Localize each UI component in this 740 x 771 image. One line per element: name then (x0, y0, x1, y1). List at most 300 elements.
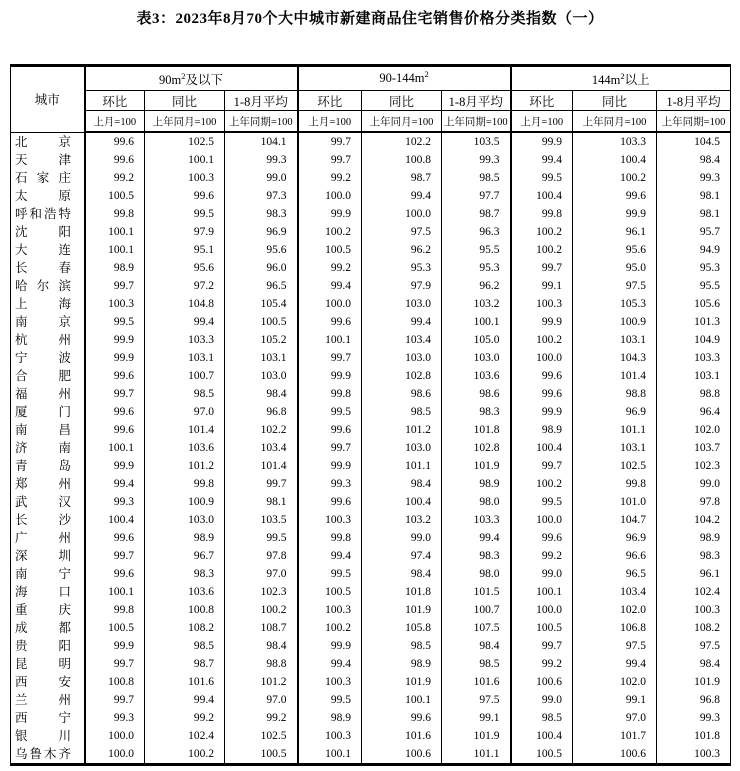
index-value: 100.3 (298, 727, 362, 745)
index-value: 99.6 (85, 403, 145, 421)
index-value: 101.2 (145, 457, 225, 475)
index-value: 98.8 (573, 385, 657, 403)
index-value: 103.6 (145, 583, 225, 601)
index-value: 100.3 (657, 745, 731, 765)
index-value: 100.6 (362, 745, 442, 765)
index-value: 101.9 (362, 673, 442, 691)
index-value: 97.0 (225, 565, 298, 583)
index-value: 99.5 (225, 529, 298, 547)
index-value: 99.0 (511, 691, 573, 709)
superscript: 2 (620, 70, 625, 81)
index-value: 102.3 (225, 583, 298, 601)
index-value: 103.5 (225, 511, 298, 529)
index-value: 103.4 (362, 331, 442, 349)
group-label: 以上 (624, 72, 650, 87)
index-value: 99.6 (145, 187, 225, 205)
city-name: 大连 (15, 243, 71, 257)
index-value: 100.1 (362, 691, 442, 709)
index-value: 100.6 (573, 745, 657, 765)
index-value: 100.2 (511, 241, 573, 259)
index-value: 98.7 (145, 655, 225, 673)
index-value: 98.3 (225, 205, 298, 223)
index-value: 100.9 (573, 313, 657, 331)
index-value: 95.0 (573, 259, 657, 277)
index-value: 98.3 (442, 547, 511, 565)
index-value: 98.4 (657, 151, 731, 169)
index-value: 99.9 (85, 331, 145, 349)
city-name: 南京 (15, 315, 71, 329)
city-name: 乌鲁木齐 (15, 747, 71, 761)
city-name: 杭州 (15, 333, 71, 347)
table-row (11, 223, 731, 241)
index-value: 98.4 (442, 637, 511, 655)
index-value: 97.8 (657, 493, 731, 511)
group-header-90-and-below (85, 66, 298, 91)
index-value: 96.5 (225, 277, 298, 295)
index-value: 98.6 (362, 385, 442, 403)
index-value: 104.8 (145, 295, 225, 313)
index-value: 99.7 (85, 655, 145, 673)
index-value: 105.4 (225, 295, 298, 313)
index-value: 101.6 (362, 727, 442, 745)
index-value: 103.0 (362, 295, 442, 313)
index-value: 103.1 (573, 439, 657, 457)
index-value: 101.1 (362, 457, 442, 475)
table-row (11, 727, 731, 745)
index-value: 99.5 (298, 691, 362, 709)
index-value: 100.1 (442, 313, 511, 331)
table-row (11, 565, 731, 583)
col-header-mom: 环比 (298, 91, 362, 111)
index-value: 100.4 (573, 151, 657, 169)
index-value: 99.4 (362, 313, 442, 331)
index-value: 99.9 (511, 403, 573, 421)
group-label: 及以下 (185, 72, 223, 87)
index-value: 98.1 (225, 493, 298, 511)
index-value: 96.2 (442, 277, 511, 295)
index-value: 101.5 (442, 583, 511, 601)
index-value: 104.5 (657, 132, 731, 151)
table-row (11, 619, 731, 637)
city-name: 福州 (15, 387, 71, 401)
index-value: 99.5 (511, 169, 573, 187)
group-label: 144m (591, 72, 621, 87)
index-value: 98.7 (362, 169, 442, 187)
index-value: 100.1 (511, 583, 573, 601)
index-value: 99.2 (298, 259, 362, 277)
index-value: 99.9 (85, 637, 145, 655)
index-value: 95.7 (657, 223, 731, 241)
index-value: 99.0 (225, 169, 298, 187)
index-value: 103.3 (573, 132, 657, 151)
index-value: 100.2 (573, 169, 657, 187)
index-value: 97.9 (362, 277, 442, 295)
index-value: 96.8 (225, 403, 298, 421)
index-value: 101.3 (657, 313, 731, 331)
index-value: 99.7 (298, 151, 362, 169)
index-value: 99.5 (511, 493, 573, 511)
index-value: 99.6 (298, 421, 362, 439)
index-value: 100.2 (511, 223, 573, 241)
index-value: 98.9 (85, 259, 145, 277)
base-header-same-period: 上年同期=100 (657, 111, 731, 133)
index-value: 101.4 (573, 367, 657, 385)
index-value: 99.7 (85, 691, 145, 709)
index-value: 99.9 (511, 313, 573, 331)
index-value: 99.9 (511, 132, 573, 151)
group-label: 90m (159, 72, 182, 87)
index-value: 99.3 (85, 709, 145, 727)
index-value: 100.3 (511, 295, 573, 313)
index-value: 100.5 (85, 187, 145, 205)
index-value: 100.5 (298, 241, 362, 259)
header-row-groups (11, 66, 731, 91)
index-value: 95.1 (145, 241, 225, 259)
city-name: 上海 (15, 297, 71, 311)
index-value: 104.1 (225, 132, 298, 151)
header-row-base (11, 111, 731, 133)
index-value: 102.3 (657, 457, 731, 475)
base-header-same-month: 上年同月=100 (362, 111, 442, 133)
index-value: 99.0 (511, 565, 573, 583)
index-value: 103.0 (145, 511, 225, 529)
table-row (11, 295, 731, 313)
index-value: 105.2 (225, 331, 298, 349)
index-value: 103.1 (145, 349, 225, 367)
index-value: 102.8 (362, 367, 442, 385)
index-value: 99.8 (298, 385, 362, 403)
index-value: 98.5 (145, 385, 225, 403)
index-value: 100.9 (145, 493, 225, 511)
index-value: 100.1 (85, 439, 145, 457)
index-value: 99.7 (85, 547, 145, 565)
index-value: 102.5 (145, 132, 225, 151)
index-value: 104.2 (657, 511, 731, 529)
index-value: 99.3 (657, 709, 731, 727)
index-value: 95.6 (225, 241, 298, 259)
index-value: 104.7 (573, 511, 657, 529)
index-value: 99.7 (511, 457, 573, 475)
index-value: 103.0 (442, 349, 511, 367)
index-value: 101.6 (442, 673, 511, 691)
index-value: 98.3 (657, 547, 731, 565)
index-value: 105.8 (362, 619, 442, 637)
index-value: 100.7 (442, 601, 511, 619)
index-value: 98.1 (657, 187, 731, 205)
index-value: 100.0 (298, 187, 362, 205)
index-value: 100.1 (298, 745, 362, 765)
index-value: 103.1 (657, 367, 731, 385)
col-header-avg: 1-8月平均 (657, 91, 731, 111)
group-label: 90-144m (379, 71, 425, 85)
index-value: 99.7 (298, 439, 362, 457)
index-value: 98.6 (442, 385, 511, 403)
index-value: 98.0 (442, 565, 511, 583)
index-value: 99.7 (85, 385, 145, 403)
index-value: 100.2 (225, 601, 298, 619)
index-value: 99.3 (85, 493, 145, 511)
index-value: 104.9 (657, 331, 731, 349)
index-value: 97.9 (145, 223, 225, 241)
index-value: 101.4 (225, 457, 298, 475)
index-value: 100.6 (511, 673, 573, 691)
index-value: 99.9 (298, 367, 362, 385)
index-value: 100.1 (145, 151, 225, 169)
index-value: 99.7 (298, 349, 362, 367)
index-value: 95.6 (145, 259, 225, 277)
index-value: 103.6 (442, 367, 511, 385)
table-row (11, 367, 731, 385)
table-row (11, 132, 731, 151)
table-row (11, 349, 731, 367)
index-value: 99.4 (85, 475, 145, 493)
index-value: 99.4 (145, 313, 225, 331)
index-value: 100.3 (657, 601, 731, 619)
index-value: 94.9 (657, 241, 731, 259)
index-value: 105.6 (657, 295, 731, 313)
index-value: 99.4 (362, 187, 442, 205)
index-value: 97.0 (573, 709, 657, 727)
index-value: 95.3 (657, 259, 731, 277)
group-header-144-above (511, 66, 731, 91)
table-row (11, 385, 731, 403)
index-value: 99.9 (85, 457, 145, 475)
city-name: 南昌 (15, 423, 71, 437)
index-value: 103.4 (573, 583, 657, 601)
table-row (11, 151, 731, 169)
index-value: 100.0 (511, 601, 573, 619)
table-row (11, 439, 731, 457)
index-value: 96.0 (225, 259, 298, 277)
index-value: 99.6 (298, 313, 362, 331)
table-row (11, 601, 731, 619)
index-value: 99.2 (145, 709, 225, 727)
index-value: 97.7 (442, 187, 511, 205)
col-header-mom: 环比 (511, 91, 573, 111)
index-value: 102.2 (362, 132, 442, 151)
index-value: 99.4 (573, 655, 657, 673)
table-row (11, 421, 731, 439)
city-name: 贵阳 (15, 639, 71, 653)
city-name: 沈阳 (15, 225, 71, 239)
city-name: 合肥 (15, 369, 71, 383)
index-value: 99.2 (298, 169, 362, 187)
index-value: 99.0 (657, 475, 731, 493)
index-value: 105.3 (573, 295, 657, 313)
table-row (11, 511, 731, 529)
index-value: 99.8 (85, 205, 145, 223)
city-name: 海口 (15, 585, 71, 599)
index-value: 101.8 (362, 583, 442, 601)
index-value: 96.4 (657, 403, 731, 421)
index-value: 101.9 (442, 457, 511, 475)
group-header-90-144 (298, 66, 511, 91)
table-row (11, 547, 731, 565)
index-value: 99.6 (362, 709, 442, 727)
index-value: 102.5 (573, 457, 657, 475)
index-value: 100.3 (298, 601, 362, 619)
index-value: 108.2 (145, 619, 225, 637)
index-value: 100.2 (298, 223, 362, 241)
city-name: 长春 (15, 261, 71, 275)
index-value: 97.5 (657, 637, 731, 655)
city-name: 成都 (15, 621, 71, 635)
index-value: 100.4 (85, 511, 145, 529)
city-name: 石家庄 (15, 171, 71, 185)
index-value: 103.3 (145, 331, 225, 349)
index-value: 99.5 (298, 565, 362, 583)
index-value: 99.3 (657, 169, 731, 187)
base-header-prev-month: 上月=100 (85, 111, 145, 133)
city-name: 兰州 (15, 693, 71, 707)
index-value: 96.3 (442, 223, 511, 241)
index-value: 100.4 (511, 187, 573, 205)
index-value: 99.4 (298, 655, 362, 673)
index-value: 99.9 (573, 205, 657, 223)
index-value: 100.0 (85, 727, 145, 745)
index-value: 101.2 (362, 421, 442, 439)
index-value: 96.6 (573, 547, 657, 565)
index-value: 100.5 (225, 313, 298, 331)
index-value: 99.6 (511, 529, 573, 547)
index-value: 100.8 (362, 151, 442, 169)
index-value: 98.5 (442, 169, 511, 187)
index-value: 98.5 (362, 637, 442, 655)
index-value: 96.9 (573, 403, 657, 421)
index-value: 100.4 (511, 439, 573, 457)
base-header-prev-month: 上月=100 (298, 111, 362, 133)
table-body (11, 132, 731, 765)
index-value: 103.3 (442, 511, 511, 529)
index-value: 101.6 (145, 673, 225, 691)
index-value: 97.5 (362, 223, 442, 241)
index-value: 99.4 (298, 277, 362, 295)
index-value: 100.1 (298, 331, 362, 349)
index-value: 99.1 (573, 691, 657, 709)
table-row (11, 277, 731, 295)
index-value: 97.0 (225, 691, 298, 709)
index-value: 98.9 (511, 421, 573, 439)
index-value: 103.0 (362, 439, 442, 457)
index-value: 95.6 (573, 241, 657, 259)
index-value: 100.0 (511, 349, 573, 367)
index-value: 98.3 (442, 403, 511, 421)
index-value: 106.8 (573, 619, 657, 637)
index-value: 102.5 (225, 727, 298, 745)
table-row (11, 637, 731, 655)
index-value: 99.7 (511, 259, 573, 277)
index-value: 98.3 (145, 565, 225, 583)
index-value: 99.8 (511, 205, 573, 223)
index-value: 99.0 (362, 529, 442, 547)
index-value: 99.9 (298, 457, 362, 475)
base-header-same-period: 上年同期=100 (225, 111, 298, 133)
index-value: 100.0 (362, 205, 442, 223)
index-value: 100.1 (85, 223, 145, 241)
index-value: 99.6 (85, 151, 145, 169)
index-value: 98.1 (657, 205, 731, 223)
index-value: 99.6 (85, 529, 145, 547)
table-row (11, 331, 731, 349)
city-name: 北京 (15, 134, 71, 149)
index-value: 100.5 (298, 583, 362, 601)
index-value: 96.9 (573, 529, 657, 547)
index-value: 99.5 (145, 205, 225, 223)
city-name: 宁波 (15, 351, 71, 365)
base-header-same-month: 上年同月=100 (573, 111, 657, 133)
index-value: 101.2 (225, 673, 298, 691)
city-name: 西安 (15, 675, 71, 689)
index-value: 99.3 (442, 151, 511, 169)
city-name: 天津 (15, 153, 71, 167)
col-header-yoy: 同比 (362, 91, 442, 111)
index-value: 99.7 (511, 637, 573, 655)
index-value: 101.8 (442, 421, 511, 439)
index-value: 99.4 (511, 151, 573, 169)
index-value: 102.0 (573, 601, 657, 619)
index-value: 97.2 (145, 277, 225, 295)
index-value: 99.5 (85, 313, 145, 331)
index-value: 98.4 (362, 475, 442, 493)
index-value: 108.2 (657, 619, 731, 637)
index-value: 98.5 (145, 637, 225, 655)
index-value: 100.4 (362, 493, 442, 511)
index-value: 101.7 (573, 727, 657, 745)
table-row (11, 673, 731, 691)
index-value: 98.5 (362, 403, 442, 421)
index-value: 103.0 (225, 367, 298, 385)
index-value: 100.3 (298, 511, 362, 529)
index-value: 99.7 (298, 132, 362, 151)
index-value: 98.9 (442, 475, 511, 493)
city-name: 哈尔滨 (15, 279, 71, 293)
city-name: 呼和浩特 (15, 207, 71, 221)
col-header-avg: 1-8月平均 (225, 91, 298, 111)
table-row (11, 493, 731, 511)
index-value: 102.4 (145, 727, 225, 745)
index-value: 98.5 (442, 655, 511, 673)
index-value: 96.8 (657, 691, 731, 709)
index-value: 98.4 (657, 655, 731, 673)
table-row (11, 655, 731, 673)
col-header-avg: 1-8月平均 (442, 91, 511, 111)
index-value: 99.5 (298, 403, 362, 421)
table-row (11, 529, 731, 547)
col-header-yoy: 同比 (145, 91, 225, 111)
index-value: 98.7 (442, 205, 511, 223)
index-value: 99.9 (85, 349, 145, 367)
index-value: 97.0 (145, 403, 225, 421)
index-value: 98.4 (225, 637, 298, 655)
index-value: 98.9 (145, 529, 225, 547)
index-value: 99.7 (85, 277, 145, 295)
index-value: 100.4 (511, 727, 573, 745)
table-row (11, 169, 731, 187)
index-value: 99.8 (298, 529, 362, 547)
index-value: 98.8 (225, 655, 298, 673)
index-value: 100.3 (145, 169, 225, 187)
index-value: 103.2 (442, 295, 511, 313)
index-value: 96.7 (145, 547, 225, 565)
city-name: 重庆 (15, 603, 71, 617)
index-value: 105.0 (442, 331, 511, 349)
index-value: 100.2 (298, 619, 362, 637)
index-value: 101.9 (442, 727, 511, 745)
index-value: 99.8 (85, 601, 145, 619)
index-value: 103.3 (657, 349, 731, 367)
city-name: 长沙 (15, 513, 71, 527)
index-value: 100.3 (298, 673, 362, 691)
